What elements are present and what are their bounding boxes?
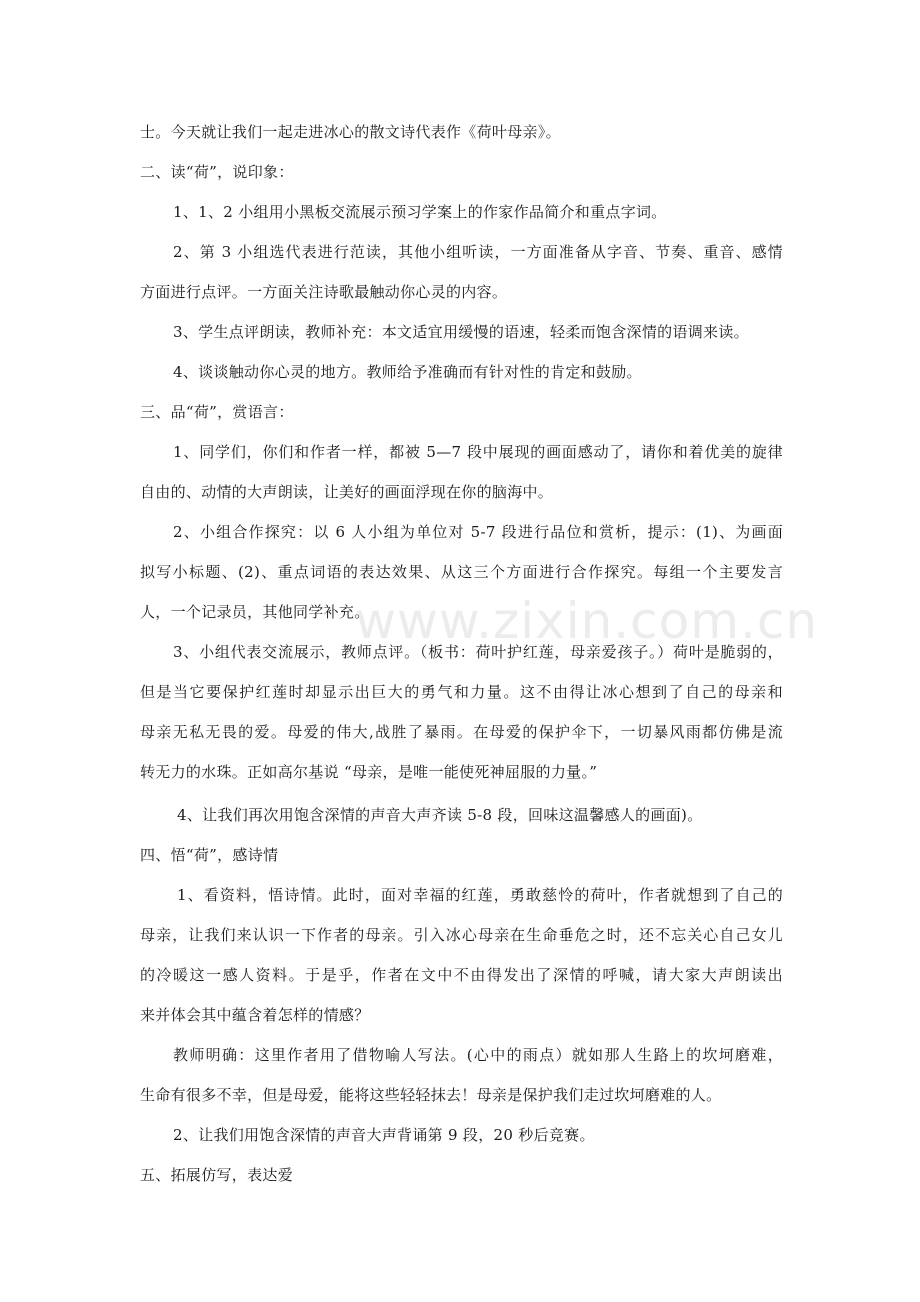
- paragraph-line: 转无力的水珠。正如高尔基说 “母亲，是唯一能使死神屈服的力量。”: [140, 763, 598, 781]
- paragraph-line: 2、小组合作探究：以 6 人小组为单位对 5-7 段进行品位和赏析，提示：(1)、为画面: [173, 523, 783, 541]
- section-heading: 四、悟“荷”，感诗情: [140, 846, 279, 864]
- paragraph-line: 拟写小标题、(2)、重点词语的表达效果、从这三个方面进行合作探究。每组一个主要发言: [140, 563, 783, 581]
- paragraph-line: 人，一个记录员，其他同学补充。: [140, 603, 370, 621]
- section-heading: 五、拓展仿写，表达爱: [140, 1166, 294, 1184]
- paragraph-line: 母亲，让我们来认识一下作者的母亲。引入冰心母亲在生命垂危之时，还不忘关心自己女儿: [140, 926, 783, 944]
- paragraph-line: 自由的、动情的大声朗读，让美好的画面浮现在你的脑海中。: [140, 483, 554, 501]
- paragraph-line: 士。今天就让我们一起走进冰心的散文诗代表作《荷叶母亲》。: [140, 123, 561, 141]
- paragraph-line: 1、看资料，悟诗情。此时，面对幸福的红莲，勇敢慈怜的荷叶，作者就想到了自己的: [177, 886, 783, 904]
- paragraph-line: 但是当它要保护红莲时却显示出巨大的勇气和力量。这不由得让冰心想到了自己的母亲和: [140, 683, 783, 701]
- paragraph-line: 的冷暖这一感人资料。于是乎，作者在文中不由得发出了深情的呼喊，请大家大声朗读出: [140, 966, 783, 984]
- paragraph-line: 1、1、2 小组用小黑板交流展示预习学案上的作家作品简介和重点字词。: [173, 203, 667, 221]
- paragraph-line: 2、第 3 小组选代表进行范读，其他小组听读，一方面准备从字音、节奏、重音、感情: [173, 243, 783, 261]
- paragraph-line: 来并体会其中蕴含着怎样的情感？: [140, 1006, 370, 1024]
- paragraph-line: 4、谈谈触动你心灵的地方。教师给予准确而有针对性的肯定和鼓励。: [173, 363, 642, 381]
- paragraph-line: 方面进行点评。一方面关注诗歌最触动你心灵的内容。: [140, 283, 508, 301]
- paragraph-line: 教师明确：这里作者用了借物喻人写法。(心中的雨点）就如那人生路上的坎坷磨难，: [173, 1046, 783, 1064]
- paragraph-line: 3、学生点评朗读，教师补充：本文适宜用缓慢的语速，轻柔而饱含深情的语调来读。: [173, 323, 749, 341]
- paragraph-line: 母亲无私无畏的爱。母爱的伟大,战胜了暴雨。在母爱的保护伞下，一切暴风雨都仿佛是流: [140, 723, 783, 741]
- watermark: www.zixin.com.cn: [355, 592, 819, 650]
- section-heading: 三、品“荷”，赏语言：: [140, 403, 294, 421]
- paragraph-line: 4、让我们再次用饱含深情的声音大声齐读 5-8 段，回味这温馨感人的画面)。: [177, 806, 703, 824]
- paragraph-line: 2、让我们用饱含深情的声音大声背诵第 9 段，20 秒后竞赛。: [173, 1126, 595, 1144]
- paragraph-line: 1、同学们，你们和作者一样，都被 5—7 段中展现的画面感动了，请你和着优美的旋律: [173, 443, 783, 461]
- section-heading: 二、读“荷”，说印象：: [140, 163, 294, 181]
- paragraph-line: 生命有很多不幸，但是母爱，能将这些轻轻抹去！母亲是保护我们走过坎坷磨难的人。: [140, 1086, 722, 1104]
- paragraph-line: 3、小组代表交流展示，教师点评。（板书：荷叶护红莲，母亲爱孩子。）荷叶是脆弱的，: [173, 643, 783, 661]
